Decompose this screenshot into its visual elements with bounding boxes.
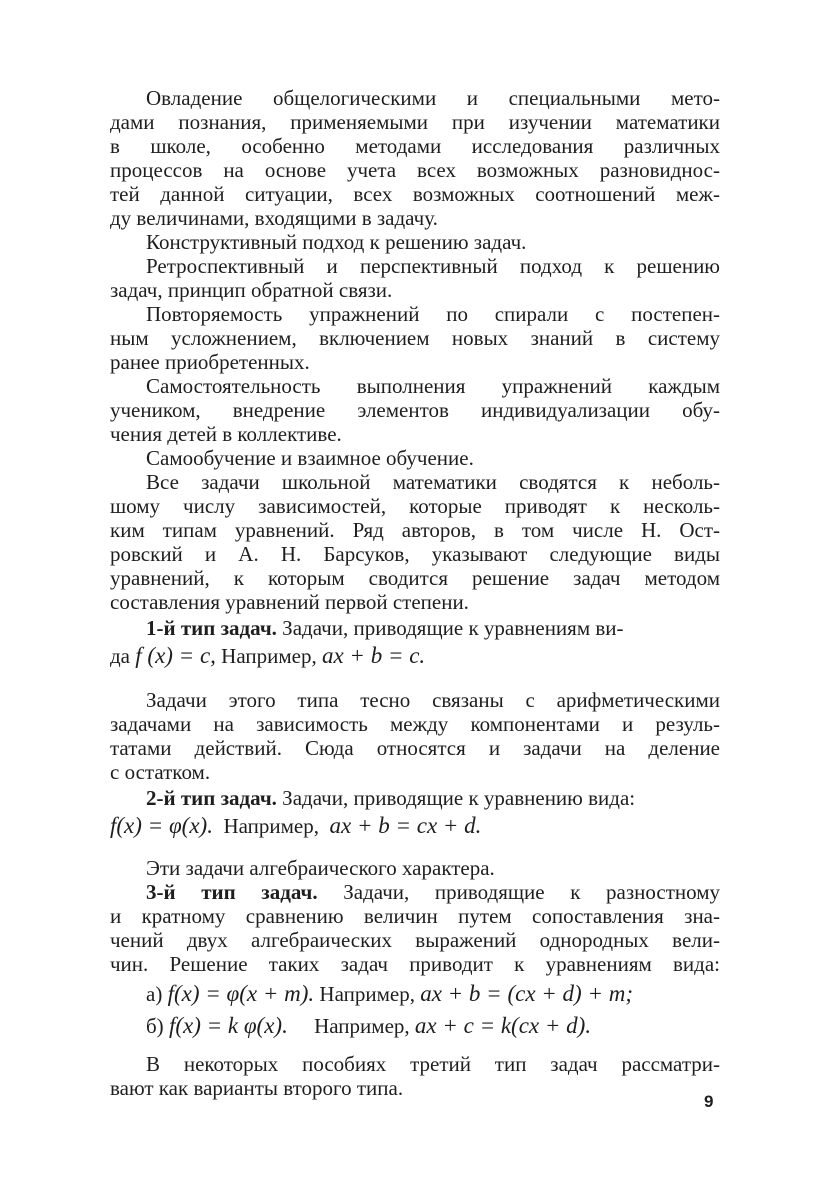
equation-a-label: а) (146, 982, 168, 1006)
text-line: составления уравнений первой степени. (110, 590, 469, 614)
type-3-heading-line (146, 880, 720, 904)
type-2-label: 2-й тип задач. (146, 786, 277, 810)
text-line: ным усложнением, включением новых знаний в систему (110, 326, 720, 350)
text-line: чений двух алгебраических выражений однородных вели- (110, 928, 720, 952)
equation-a-example-label: Например, (314, 982, 421, 1006)
text-line: ким типам уравнений. Ряд авторов, в том числе Н. Ост- (110, 518, 720, 542)
type-2-example-label: Например, (212, 814, 330, 838)
text-line: Самообучение и взаимное обучение. (146, 446, 474, 470)
text-line: ровский и А. Н. Барсуков, указывают следующие виды (110, 542, 720, 566)
text-line: Ретроспективный и перспективный подход к решению (146, 254, 720, 278)
text-line: задач, принцип обратной связи. (110, 278, 393, 302)
equation-a-line (146, 982, 633, 1006)
text-line: учеником, внедрение элементов индивидуализации обу- (110, 398, 720, 422)
type-2-text: Задачи, приводящие к уравнению вида: (276, 786, 636, 810)
type-1-text: Задачи, приводящие к уравнениям ви- (276, 616, 624, 640)
text-line: Задачи этого типа тесно связаны с арифметическими (146, 688, 720, 712)
type-3-text: Задачи, приводящие к разностному (317, 880, 720, 904)
text-line: Все задачи школьной математики сводятся к неболь- (146, 470, 720, 494)
equation-a: f(x) = φ(x + m). (167, 981, 315, 1006)
equation-b-example-formula: ax + c = k(cx + d). (414, 1013, 592, 1038)
text-line: Повторяемость упражнений по спирали с постепен- (146, 302, 720, 326)
text-line: тей данной ситуации, всех возможных соотношений меж- (110, 182, 720, 206)
equation-b-example-label: Например, (287, 1014, 415, 1038)
equation-b-line (146, 1014, 591, 1038)
type-1-example-label: Например, (215, 644, 322, 668)
text-line: Овладение общелогическими и специальными мето- (146, 86, 720, 110)
text-line: В некоторых пособиях третий тип задач рассматри- (146, 1052, 720, 1076)
type-1-equation-line (110, 644, 425, 668)
text-line: чин. Решение таких задач приводит к уравнениям вида: (110, 952, 720, 976)
text-line: татами действий. Сюда относятся и задачи на деление (110, 736, 720, 760)
text-line: уравнений, к которым сводится решение задач методом (110, 566, 720, 590)
text-line: процессов на основе учета всех возможных разновиднос- (110, 158, 720, 182)
type-1-equation: f (x) = c, (135, 643, 216, 668)
text-line: дами познания, применяемыми при изучении математики (110, 110, 720, 134)
text-line: шому числу зависимостей, которые приводят к несколь- (110, 494, 720, 518)
text-line: с остатком. (110, 760, 211, 784)
text-line: Самостоятельность выполнения упражнений каждым (146, 374, 720, 398)
text-line: задачами на зависимость между компонентами и резуль- (110, 712, 720, 736)
type-2-heading-line (146, 786, 635, 810)
type-1-label: 1-й тип задач. (146, 616, 277, 640)
type-1-example-formula: ax + b = c. (321, 643, 426, 668)
text-line: в школе, особенно методами исследования различных (110, 134, 720, 158)
text-line: ранее приобретенных. (110, 350, 310, 374)
text-line: ду величинами, входящими в задачу. (110, 206, 438, 230)
text-line: Конструктивный подход к решению задач. (146, 230, 527, 254)
text-line: и кратному сравнению величин путем сопоставления зна- (110, 904, 720, 928)
text-line: чения детей в коллективе. (110, 422, 342, 446)
type-2-example-formula: ax + b = cx + d. (329, 813, 482, 838)
text-line: Эти задачи алгебраического характера. (146, 856, 495, 880)
equation-a-example-formula: ax + b = (cx + d) + m; (420, 981, 633, 1006)
page-number: 9 (704, 1092, 714, 1111)
equation-b: f(x) = k φ(x). (168, 1013, 288, 1038)
type-1-eq-prefix: да (110, 644, 136, 668)
equation-b-label: б) (146, 1014, 169, 1038)
type-3-label: 3-й тип задач. (146, 880, 318, 904)
text-line: вают как варианты второго типа. (110, 1076, 404, 1100)
type-2-equation-line (110, 814, 481, 838)
type-2-equation: f(x) = φ(x). (110, 813, 213, 838)
type-1-heading-line (146, 616, 624, 640)
